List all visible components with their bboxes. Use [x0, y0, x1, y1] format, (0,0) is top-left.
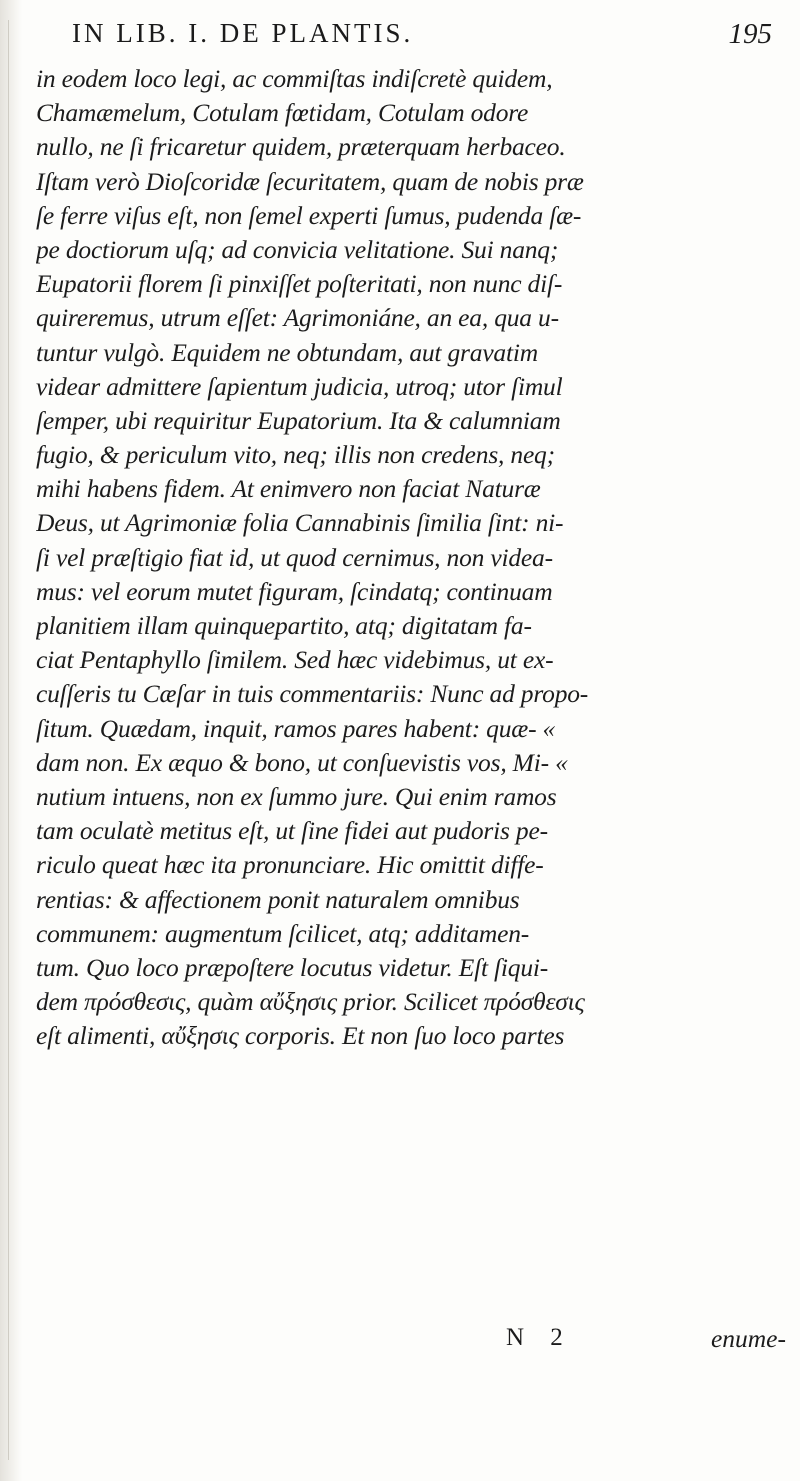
- gutter-edge-line: [8, 20, 9, 1460]
- text-line: Chamæmelum, Cotulam fœtidam, Cotulam odore: [36, 98, 529, 128]
- page-number: 195: [728, 18, 772, 50]
- page-footer: [36, 1324, 786, 1358]
- binding-gutter: [0, 0, 22, 1481]
- signature-mark: N 2: [506, 1324, 573, 1351]
- text-line: ſe ferre viſus eſt, non ſemel experti ſumus, pudenda ſæ-: [36, 200, 582, 230]
- text-line: rentias: & affectionem ponit naturalem omnibus: [36, 884, 520, 914]
- running-title: IN LIB. I. DE PLANTIS.: [72, 18, 414, 48]
- text-line: tum. Quo loco præpoſtere locutus videtur. Eſt ſiqui-: [36, 952, 549, 982]
- text-body: [36, 62, 786, 1053]
- text-line: ſi vel præſtigio fiat id, ut quod cernimus, non videa-: [36, 542, 553, 572]
- text-line: nutium intuens, non ex ſummo jure. Qui enim ramos: [36, 781, 557, 811]
- text-line: dem πρόσθεσις, quàm αὔξησις prior. Scilicet πρόσθεσις: [36, 987, 585, 1017]
- text-line: Eupatorii florem ſi pinxiſſet poſteritati, non nunc diſ-: [36, 269, 563, 299]
- text-line: tuntur vulgò. Equidem ne obtundam, aut gravatim: [36, 337, 538, 367]
- catchword: enume-: [710, 1324, 786, 1353]
- text-line: Deus, ut Agrimoniæ folia Cannabinis ſimilia ſint: ni-: [36, 508, 564, 538]
- text-line: dam non. Ex æquo & bono, ut conſuevistis vos, Mi- «: [36, 747, 568, 777]
- text-line: ſemper, ubi requiritur Eupatorium. Ita & calumniam: [36, 405, 561, 435]
- text-line: in eodem loco legi, ac commiſtas indiſcretè quidem,: [36, 64, 553, 93]
- text-line: ciat Pentaphyllo ſimilem. Sed hæc videbimus, ut ex-: [36, 645, 554, 675]
- text-line: mus: vel eorum mutet figuram, ſcindatq; continuam: [36, 576, 553, 606]
- running-head: [72, 18, 772, 58]
- text-line: nullo, ne ſi fricaretur quidem, præterquam herbaceo.: [36, 132, 566, 162]
- text-line: videar admittere ſapientum judicia, utroq; utor ſimul: [36, 371, 563, 401]
- text-line: tam oculatè metitus eſt, ut ſine fidei aut pudoris pe-: [36, 816, 548, 846]
- text-line: fugio, & periculum vito, neq; illis non credens, neq;: [36, 440, 555, 470]
- text-line: planitiem illam quinquepartito, atq; digitatam fa-: [36, 611, 532, 640]
- text-line: cuſſeris tu Cæſar in tuis commentariis: Nunc ad propo-: [36, 679, 589, 709]
- text-line: communem: augmentum ſcilicet, atq; additamen-: [36, 918, 530, 948]
- text-line: Iſtam verò Dioſcoridæ ſecuritatem, quam de nobis præ: [36, 166, 584, 196]
- text-line: mihi habens fidem. At enimvero non faciat Naturæ: [36, 474, 541, 504]
- text-line: pe doctiorum uſq; ad convicia velitatione. Sui nanq;: [36, 234, 559, 264]
- text-line: quireremus, utrum eſſet: Agrimoniáne, an ea, qua u-: [36, 303, 559, 333]
- text-line: ſitum. Quædam, inquit, ramos pares habent: quæ- «: [36, 713, 556, 743]
- text-line: eſt alimenti, αὔξησις corporis. Et non ſuo loco partes: [36, 1021, 565, 1051]
- text-line: riculo queat hæc ita pronunciare. Hic omittit diffe-: [36, 850, 544, 880]
